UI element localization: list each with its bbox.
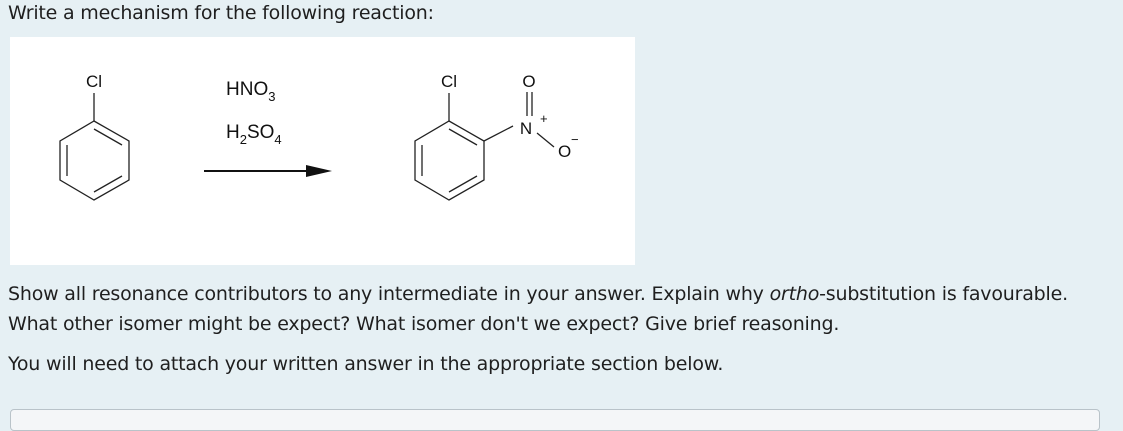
reagent-sulfuric-acid: $H_2SO_4$ xyxy=(226,122,282,147)
instruction-paragraph-1: Show all resonance contributors to any intermediate in your answer. Explain why ortho-substitution is favourable. xyxy=(8,283,1068,305)
nitro-positive-charge: + xyxy=(540,111,548,126)
reaction-arrow xyxy=(204,165,332,177)
reactant-chlorine-label: Cl xyxy=(85,72,103,91)
answer-input-area[interactable] xyxy=(10,409,1100,431)
reactant-chlorobenzene xyxy=(60,93,129,200)
reagent-nitric-acid: $HNO_3$ xyxy=(226,79,276,104)
nitro-oxygen-side: O xyxy=(558,142,572,161)
instruction-paragraph-3: You will need to attach your written answer in the appropriate section below. xyxy=(8,353,724,375)
nitro-negative-charge: − xyxy=(571,132,579,147)
product-chlorine-label: Cl xyxy=(440,72,458,91)
nitro-nitrogen: N xyxy=(519,119,533,138)
nitro-oxygen-top: O xyxy=(522,72,536,91)
reaction-scheme-drawing xyxy=(10,37,635,265)
reaction-scheme-image xyxy=(10,37,635,265)
product-o-nitrochlorobenzene xyxy=(415,92,554,200)
instruction-paragraph-2: What other isomer might be expect? What isomer don't we expect? Give brief reasoning. xyxy=(8,313,840,335)
question-prompt: Write a mechanism for the following reaction: xyxy=(8,2,434,24)
ortho-emphasis: ortho xyxy=(769,283,820,305)
